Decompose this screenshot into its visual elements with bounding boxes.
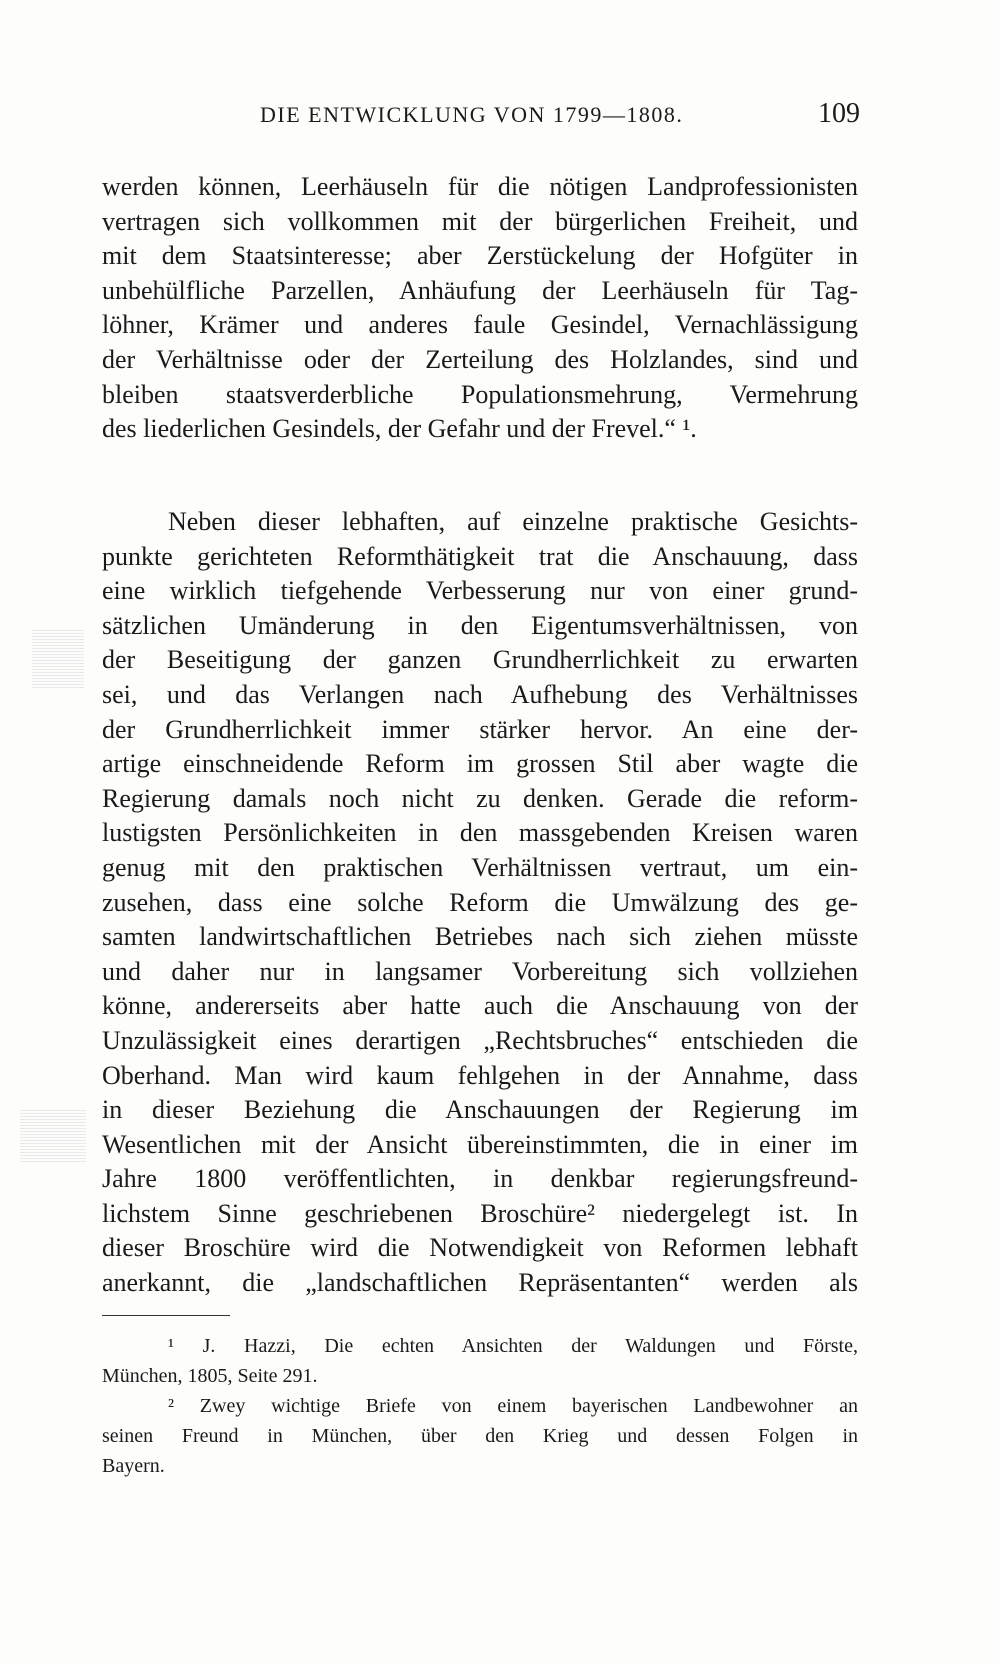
text-line: dieser Broschüre wird die Notwendigkeit von Reformen lebhaft xyxy=(102,1233,858,1263)
running-title: DIE ENTWICKLUNG VON 1799—1808. xyxy=(260,102,684,127)
text-line: der Beseitigung der ganzen Grundherrlichkeit zu erwarten xyxy=(102,645,858,675)
footnote-1-line: ¹ J. Hazzi, Die echten Ansichten der Waldungen und Förste, xyxy=(168,1335,858,1357)
text-line: lichstem Sinne geschriebenen Broschüre² niedergelegt ist. In xyxy=(102,1198,858,1228)
text-line: sätzlichen Umänderung in den Eigentumsverhältnissen, von xyxy=(102,610,858,640)
footnote-1-line: München, 1805, Seite 291. xyxy=(102,1365,318,1387)
show-through-mark xyxy=(20,1110,86,1162)
text-line: der Grundherrlichkeit immer stärker hervor. An eine der- xyxy=(102,714,858,744)
footnote-2-line: ² Zwey wichtige Briefe von einem bayerischen Landbewohner an xyxy=(168,1395,858,1417)
text-line: artige einschneidende Reform im grossen Stil aber wagte die xyxy=(102,749,858,779)
text-line: Neben dieser lebhaften, auf einzelne praktische Gesichts- xyxy=(168,507,858,536)
text-line: Oberhand. Man wird kaum fehlgehen in der Annahme, dass xyxy=(102,1060,858,1090)
text-line: mit dem Staatsinteresse; aber Zerstückelung der Hofgüter in xyxy=(102,241,858,271)
text-line: könne, andererseits aber hatte auch die Anschauung von der xyxy=(102,991,858,1021)
text-line: unbehülfliche Parzellen, Anhäufung der Leerhäuseln für Tag- xyxy=(102,275,858,305)
text-line: punkte gerichteten Reformthätigkeit trat die Anschauung, dass xyxy=(102,541,858,571)
text-line: Unzulässigkeit eines derartigen „Rechtsbruches“ entschieden die xyxy=(102,1025,858,1055)
paragraph-1 xyxy=(102,170,858,447)
text-line: samten landwirtschaftlichen Betriebes nach sich ziehen müsste xyxy=(102,922,858,952)
text-line: Wesentlichen mit der Ansicht übereinstimmten, die in einer im xyxy=(102,1129,858,1159)
text-line: der Verhältnisse oder der Zerteilung des Holzlandes, sind und xyxy=(102,344,858,374)
text-line: anerkannt, die „landschaftlichen Repräsentanten“ werden als xyxy=(102,1268,858,1298)
footnotes xyxy=(102,1331,858,1481)
text-line: vertragen sich vollkommen mit der bürgerlichen Freiheit, und xyxy=(102,206,858,236)
text-line: in dieser Beziehung die Anschauungen der Regierung im xyxy=(102,1095,858,1125)
text-line: lustigsten Persönlichkeiten in den massgebenden Kreisen waren xyxy=(102,818,858,848)
text-line: Jahre 1800 veröffentlichten, in denkbar regierungsfreund- xyxy=(102,1164,858,1194)
page-number: 109 xyxy=(818,98,860,129)
text-line: werden können, Leerhäuseln für die nötigen Landprofessionisten xyxy=(102,172,858,201)
text-line: zusehen, dass eine solche Reform die Umwälzung des ge- xyxy=(102,887,858,917)
text-line: des liederlichen Gesindels, der Gefahr und der Frevel.“ ¹. xyxy=(102,414,697,444)
text-line: sei, und das Verlangen nach Aufhebung des Verhältnisses xyxy=(102,679,858,709)
text-line: und daher nur in langsamer Vorbereitung sich vollziehen xyxy=(102,956,858,986)
paragraph-2 xyxy=(102,505,858,1301)
show-through-mark xyxy=(32,630,84,688)
running-head xyxy=(100,98,860,138)
footnote-2-line: Bayern. xyxy=(102,1455,165,1477)
text-line: eine wirklich tiefgehende Verbesserung nur von einer grund- xyxy=(102,576,858,606)
footnote-2-line: seinen Freund in München, über den Krieg und dessen Folgen in xyxy=(102,1425,858,1447)
text-line: bleiben staatsverderbliche Populationsmehrung, Vermehrung xyxy=(102,379,858,409)
footnote-divider xyxy=(102,1315,230,1316)
text-line: löhner, Krämer und anderes faule Gesindel, Vernachlässigung xyxy=(102,310,858,340)
text-line: genug mit den praktischen Verhältnissen vertraut, um ein- xyxy=(102,852,858,882)
text-line: Regierung damals noch nicht zu denken. Gerade die reform- xyxy=(102,783,858,813)
